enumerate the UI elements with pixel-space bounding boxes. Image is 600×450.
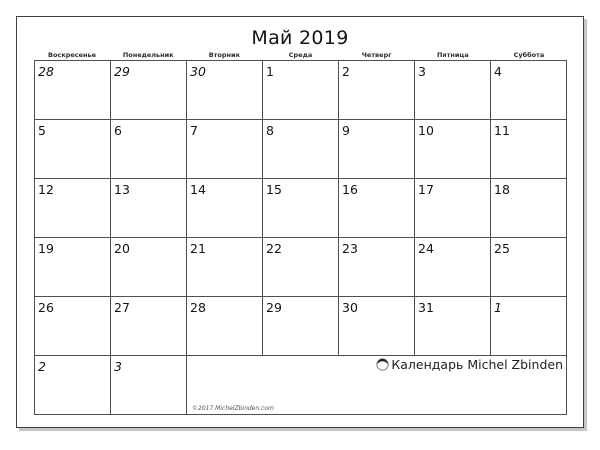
- day-number: 3: [418, 64, 426, 79]
- calendar-cell: [263, 297, 339, 356]
- day-number: 2: [38, 359, 46, 374]
- calendar-cell: [35, 120, 111, 179]
- day-number: 18: [494, 182, 510, 197]
- calendar-cell: [415, 297, 491, 356]
- weekday-label-thursday: Четверг: [361, 51, 392, 59]
- day-number: 28: [38, 64, 54, 79]
- weekday-label-wednesday: Среда: [288, 51, 313, 59]
- calendar-cell: [339, 120, 415, 179]
- weekday-label-saturday: Суббота: [513, 51, 545, 59]
- calendar-cell: [111, 238, 187, 297]
- calendar-grid-body: [35, 61, 567, 415]
- day-number: 24: [418, 241, 434, 256]
- day-number: 22: [266, 241, 282, 256]
- calendar-sheet: [16, 16, 584, 428]
- copyright-text: ©2017 MichelZbinden.com: [192, 405, 274, 412]
- day-number: 30: [190, 64, 206, 79]
- calendar-cell: [491, 297, 567, 356]
- weekday-label-monday: Понедельник: [122, 51, 174, 59]
- day-number: 29: [266, 300, 282, 315]
- calendar-cell: [491, 179, 567, 238]
- day-number: 4: [494, 64, 502, 79]
- calendar-week-row: [35, 120, 567, 179]
- day-number: 30: [342, 300, 358, 315]
- day-number: 20: [114, 241, 130, 256]
- day-number: 26: [38, 300, 54, 315]
- day-number: 5: [38, 123, 46, 138]
- calendar-cell: [35, 297, 111, 356]
- day-number: 19: [38, 241, 54, 256]
- weekday-label-sunday: Воскресенье: [48, 51, 97, 59]
- calendar-week-row: [35, 179, 567, 238]
- calendar-week-row: [35, 61, 567, 120]
- calendar-cell: [339, 179, 415, 238]
- calendar-cell: [415, 179, 491, 238]
- day-number: 10: [418, 123, 434, 138]
- day-number: 28: [190, 300, 206, 315]
- calendar-cell: [187, 120, 263, 179]
- calendar-cell: [263, 238, 339, 297]
- day-number: 7: [190, 123, 198, 138]
- calendar-cell: [415, 238, 491, 297]
- day-number: 29: [114, 64, 130, 79]
- brand-text: Календарь Michel Zbinden: [391, 357, 563, 372]
- day-number: 27: [114, 300, 130, 315]
- weekday-header-row: [34, 51, 567, 59]
- calendar-cell: [415, 120, 491, 179]
- calendar-title: Май 2019: [251, 27, 349, 49]
- face-logo-icon: [376, 358, 389, 371]
- day-number: 8: [266, 123, 274, 138]
- day-number: 23: [342, 241, 358, 256]
- calendar-cell: [339, 297, 415, 356]
- day-number: 3: [114, 359, 122, 374]
- calendar-grid: [34, 60, 567, 415]
- calendar-cell: [111, 179, 187, 238]
- calendar-week-row: [35, 356, 567, 415]
- calendar-week-row: [35, 238, 567, 297]
- calendar-cell: [111, 356, 187, 415]
- calendar-cell: [35, 356, 111, 415]
- day-number: 16: [342, 182, 358, 197]
- day-number: 31: [418, 300, 434, 315]
- calendar-cell: [263, 179, 339, 238]
- calendar-cell: [187, 238, 263, 297]
- day-number: 12: [38, 182, 54, 197]
- day-number: 1: [266, 64, 274, 79]
- calendar-cell: [111, 61, 187, 120]
- calendar-cell: [491, 120, 567, 179]
- day-number: 13: [114, 182, 130, 197]
- calendar-cell: [187, 179, 263, 238]
- day-number: 21: [190, 241, 206, 256]
- calendar-cell: [491, 238, 567, 297]
- day-number: 6: [114, 123, 122, 138]
- day-number: 17: [418, 182, 434, 197]
- day-number: 15: [266, 182, 282, 197]
- calendar-cell: [35, 179, 111, 238]
- calendar-cell: [111, 297, 187, 356]
- calendar-cell: [339, 238, 415, 297]
- calendar-cell: [35, 61, 111, 120]
- calendar-cell: [263, 61, 339, 120]
- branding-cell: [187, 356, 567, 415]
- brand-lockup: [376, 357, 563, 372]
- calendar-cell: [187, 61, 263, 120]
- day-number: 2: [342, 64, 350, 79]
- calendar-cell: [415, 61, 491, 120]
- calendar-cell: [491, 61, 567, 120]
- weekday-label-tuesday: Вторник: [208, 51, 240, 59]
- calendar-cell: [111, 120, 187, 179]
- calendar-cell: [187, 297, 263, 356]
- day-number: 9: [342, 123, 350, 138]
- day-number: 1: [494, 300, 502, 315]
- calendar-week-row: [35, 297, 567, 356]
- weekday-label-friday: Пятница: [436, 51, 469, 59]
- calendar-cell: [35, 238, 111, 297]
- day-number: 25: [494, 241, 510, 256]
- day-number: 14: [190, 182, 206, 197]
- calendar-cell: [339, 61, 415, 120]
- calendar-cell: [263, 120, 339, 179]
- day-number: 11: [494, 123, 510, 138]
